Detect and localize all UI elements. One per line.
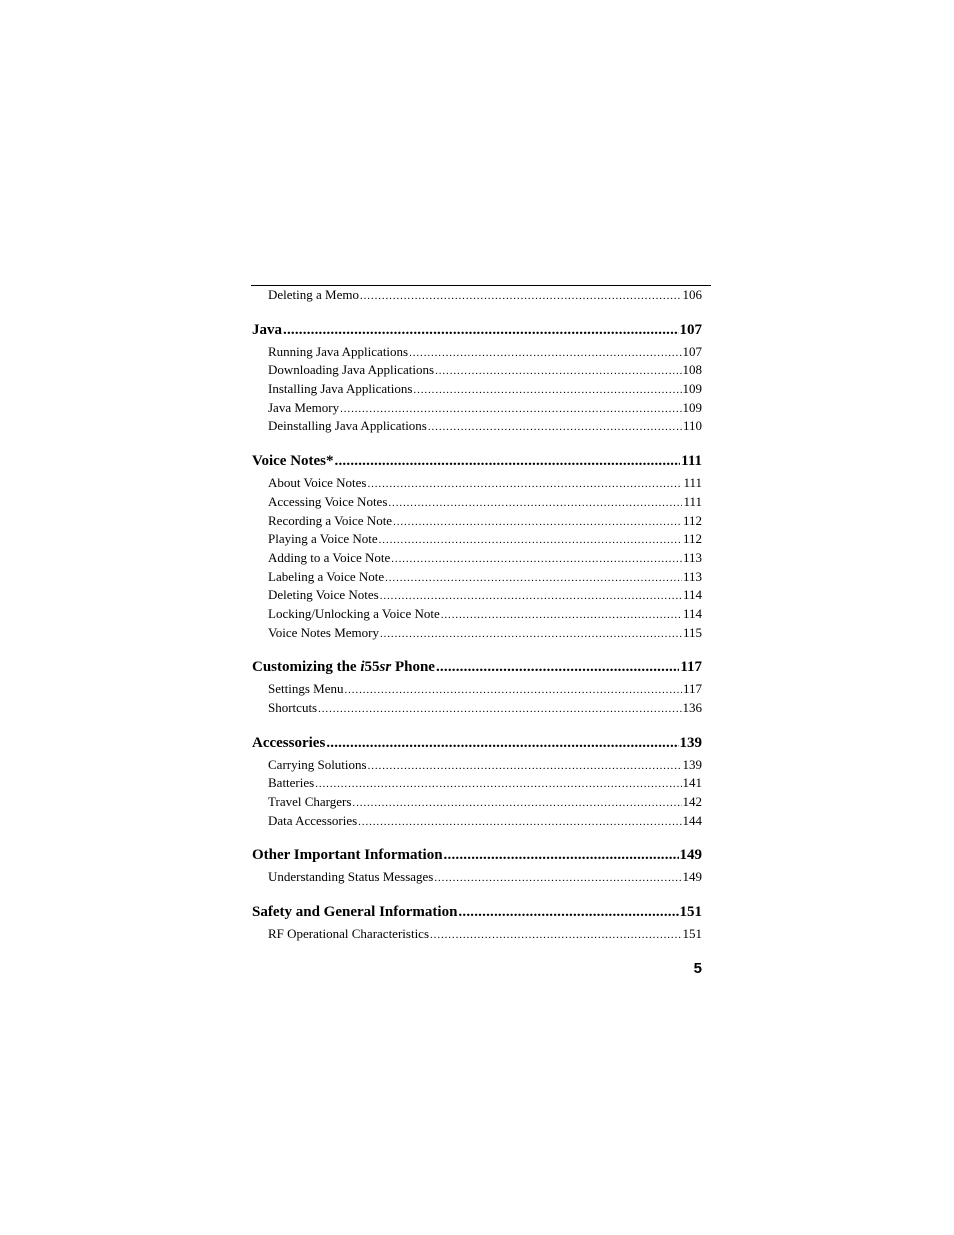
- toc-leader-dots: [444, 844, 679, 866]
- toc-section-title: Java: [252, 321, 282, 338]
- toc-entry-deleting-a-memo[interactable]: [252, 286, 702, 305]
- toc-entry-page: 144: [682, 812, 702, 828]
- toc-entry-page: 109: [682, 381, 702, 397]
- toc-entry-page: 107: [682, 343, 702, 359]
- toc-entry[interactable]: [252, 605, 702, 624]
- toc-entry-page: 111: [683, 475, 702, 491]
- toc-leader-dots: [340, 399, 681, 419]
- toc-entry-page: 112: [682, 512, 702, 528]
- toc-entry-page: 151: [682, 926, 702, 942]
- toc-entry-title: Installing Java Applications: [268, 381, 413, 397]
- toc-leader-dots: [413, 380, 681, 400]
- toc-entry-page: 106: [682, 287, 702, 302]
- toc-section-customizing-phone[interactable]: [252, 656, 702, 678]
- toc-leader-dots: [436, 656, 679, 678]
- toc-leader-dots: [360, 286, 682, 306]
- toc-entry-page: 136: [682, 700, 702, 715]
- toc-leader-dots: [352, 793, 681, 813]
- toc-leader-dots: [326, 732, 678, 754]
- toc-entry-page: 117: [682, 681, 702, 697]
- toc-entry-title: Batteries: [268, 775, 315, 791]
- toc-leader-dots: [380, 586, 682, 606]
- toc-entry[interactable]: [252, 417, 702, 436]
- toc-entry-title: Settings Menu: [268, 681, 344, 697]
- toc-entry-page: 113: [682, 549, 702, 565]
- toc-entry-title: Deleting a Memo: [268, 287, 359, 302]
- toc-entry-page: 112: [682, 531, 702, 547]
- toc-leader-dots: [335, 450, 681, 472]
- toc-entry-title: Shortcuts: [268, 700, 318, 715]
- toc-entry[interactable]: [252, 756, 702, 775]
- toc-section-java[interactable]: [252, 319, 702, 341]
- title-italic-suffix: sr: [379, 659, 392, 676]
- toc-section-safety-and-general-information[interactable]: [252, 901, 702, 923]
- toc-entry-page: 139: [682, 756, 702, 772]
- toc-entry[interactable]: [252, 549, 702, 568]
- toc-entry[interactable]: [252, 774, 702, 793]
- toc-section-page: 151: [679, 904, 702, 921]
- toc-leader-dots: [367, 474, 682, 494]
- toc-entry-title: Carrying Solutions: [268, 756, 367, 772]
- toc-section-voice-notes[interactable]: [252, 450, 702, 472]
- toc-entry-title: Deleting Voice Notes: [268, 587, 379, 603]
- toc-entry[interactable]: [252, 699, 702, 718]
- toc-entry-title: Adding to a Voice Note: [268, 549, 391, 565]
- toc-entry[interactable]: [252, 680, 702, 699]
- toc-entry-title: About Voice Notes: [268, 475, 367, 491]
- title-model: 55: [364, 659, 380, 676]
- toc-entry[interactable]: [252, 361, 702, 380]
- toc-leader-dots: [430, 925, 681, 945]
- toc-leader-dots: [385, 568, 682, 588]
- toc-entry-title: Labeling a Voice Note: [268, 568, 385, 584]
- toc-section-title: Other Important Information: [252, 847, 443, 864]
- toc-section-accessories[interactable]: [252, 732, 702, 754]
- toc-entry[interactable]: [252, 399, 702, 418]
- toc-entry[interactable]: [252, 586, 702, 605]
- toc-entry-page: 111: [683, 493, 702, 509]
- toc-entry-title: Downloading Java Applications: [268, 362, 435, 378]
- toc-leader-dots: [318, 699, 681, 719]
- toc-leader-dots: [368, 756, 682, 776]
- toc-entry-title: Data Accessories: [268, 812, 358, 828]
- toc-entry-page: 149: [682, 869, 702, 885]
- toc-section-title: [252, 656, 435, 678]
- page-number: 5: [693, 960, 702, 977]
- toc-entry[interactable]: [252, 474, 702, 493]
- toc-entry-title: Playing a Voice Note: [268, 531, 378, 547]
- toc-section-page: 107: [679, 321, 702, 338]
- toc-leader-dots: [428, 417, 682, 437]
- toc-entry[interactable]: [252, 925, 702, 944]
- toc-entry-title: Running Java Applications: [268, 343, 409, 359]
- toc-entry[interactable]: [252, 530, 702, 549]
- toc-entry-page: 113: [682, 568, 702, 584]
- toc-entry-page: 109: [682, 399, 702, 415]
- toc-entry[interactable]: [252, 624, 702, 643]
- title-italic: i: [360, 659, 365, 676]
- toc-section-page: 117: [680, 659, 702, 676]
- toc-leader-dots: [358, 812, 681, 832]
- toc-entry-page: 114: [682, 587, 702, 603]
- toc-entry[interactable]: [252, 793, 702, 812]
- toc-leader-dots: [344, 680, 681, 700]
- toc-entry-title: Travel Chargers: [268, 794, 352, 810]
- toc-leader-dots: [458, 901, 678, 923]
- toc-entry[interactable]: [252, 568, 702, 587]
- toc-entry-title: Voice Notes Memory: [268, 624, 379, 640]
- toc-section-page: 139: [679, 734, 702, 751]
- toc-leader-dots: [380, 624, 682, 644]
- toc-entry[interactable]: [252, 512, 702, 531]
- toc-section-page: 111: [681, 453, 702, 470]
- toc-leader-dots: [434, 868, 681, 888]
- toc-entry-page: 114: [682, 605, 702, 621]
- title-prefix: Customizing the: [252, 659, 361, 676]
- toc-entry-page: 142: [682, 794, 702, 810]
- toc-leader-dots: [435, 361, 681, 381]
- toc-entry-title: RF Operational Characteristics: [268, 926, 430, 942]
- toc-entry-title: Accessing Voice Notes: [268, 493, 388, 509]
- toc-leader-dots: [388, 493, 682, 513]
- toc-section-title: Voice Notes*: [252, 453, 334, 470]
- table-of-contents: [252, 286, 702, 944]
- toc-leader-dots: [441, 605, 682, 625]
- toc-section-other-important-information[interactable]: [252, 844, 702, 866]
- toc-entry-page: 115: [682, 624, 702, 640]
- toc-leader-dots: [391, 549, 682, 569]
- toc-section-title: Accessories: [252, 734, 326, 751]
- toc-entry-page: 108: [682, 362, 702, 378]
- toc-entry-title: Java Memory: [268, 399, 340, 415]
- toc-entry[interactable]: [252, 812, 702, 831]
- toc-entry-title: Recording a Voice Note: [268, 512, 393, 528]
- toc-leader-dots: [283, 319, 679, 341]
- toc-section-page: 149: [679, 847, 702, 864]
- toc-entry-title: Deinstalling Java Applications: [268, 418, 427, 434]
- toc-entry-page: 110: [682, 418, 702, 434]
- toc-leader-dots: [315, 774, 681, 794]
- toc-entry[interactable]: [252, 868, 702, 887]
- toc-leader-dots: [393, 512, 682, 532]
- toc-leader-dots: [379, 530, 682, 550]
- toc-leader-dots: [409, 343, 681, 363]
- toc-entry-title: Locking/Unlocking a Voice Note: [268, 605, 440, 621]
- toc-entry[interactable]: [252, 493, 702, 512]
- toc-entry[interactable]: [252, 343, 702, 362]
- toc-section-title: Safety and General Information: [252, 904, 458, 921]
- toc-entry-title: Understanding Status Messages: [268, 869, 434, 885]
- title-suffix: Phone: [391, 659, 435, 676]
- toc-entry-page: 141: [682, 775, 702, 791]
- toc-entry[interactable]: [252, 380, 702, 399]
